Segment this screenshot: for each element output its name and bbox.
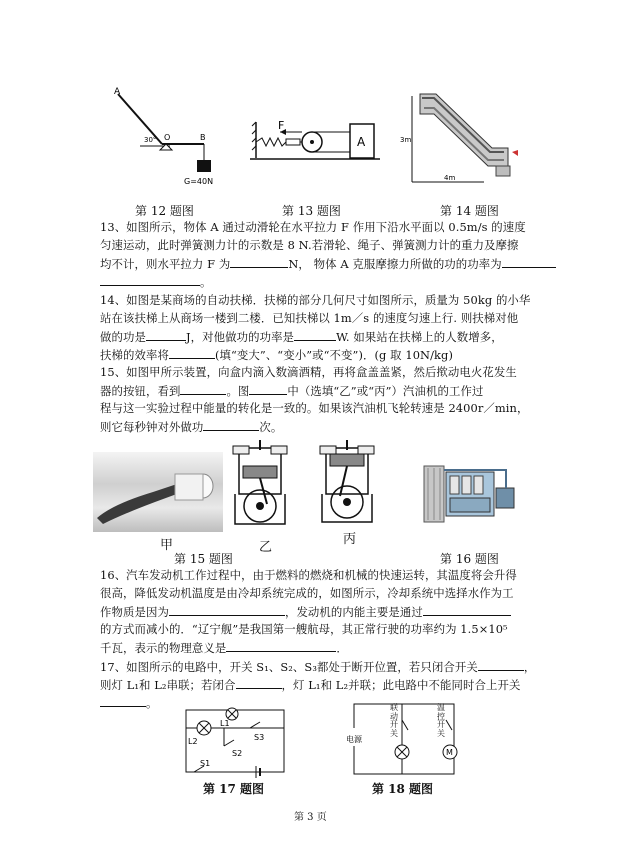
q14-text-3b: J，对他做功的功率是: [185, 330, 295, 344]
fig15-bing-engine-diagram: [312, 440, 382, 528]
fig14-escalator-diagram: [400, 86, 520, 188]
q14-line-1: 14、如图是某商场的自动扶梯．扶梯的部分几何尺寸如图所示，质量为 50kg 的小华: [100, 293, 531, 307]
q17-blank-parallel[interactable]: [236, 677, 282, 689]
q14-text-4b: (填“变大”、“变小”或“不变”)．(g 取 10N/kg): [214, 348, 453, 362]
q14-blank-efficiency[interactable]: [169, 347, 215, 359]
q16-line-2: 很高，降低发动机温度是由冷却系统完成的，如图所示，冷却系统中选择水作为工: [100, 586, 514, 600]
q17-text-2a: 则灯 L₁和 L₂串联；若闭合: [100, 678, 236, 692]
q13-text-4: 。: [200, 275, 212, 289]
q17-blank-series[interactable]: [478, 659, 524, 671]
q14-line-4: [100, 347, 453, 362]
q13-blank-force[interactable]: [230, 256, 288, 268]
q16-blank-meaning[interactable]: [226, 640, 336, 652]
fig17-caption: 第 17 题图: [203, 782, 265, 796]
q13-line-1: 13、如图所示，物体 A 通过动滑轮在水平拉力 F 作用下沿水平面以 0.5m/s 的速度: [100, 220, 526, 234]
q15-blank-phenomenon[interactable]: [180, 383, 226, 395]
fig13-caption: 第 13 题图: [282, 204, 341, 218]
q16-line-3: [100, 604, 511, 619]
q17-text-1b: ，: [523, 660, 536, 674]
q14-text-3a: 做的功是: [100, 330, 146, 344]
q14-text-3c: W. 如果站在扶梯上的人数增多，: [336, 330, 503, 344]
q15-line-2: [100, 383, 483, 398]
fig15-label-jia: 甲: [160, 538, 174, 553]
q16-blank-method[interactable]: [423, 604, 511, 616]
q15-text-2c: 中（选填“乙”或“丙”）汽油机的工作过: [287, 384, 484, 398]
q14-line-2: 站在该扶梯上从商场一楼到二楼．已知扶梯以 1m／s 的速度匀速上行. 则扶梯对他: [100, 311, 519, 325]
fig17-label-s2: S2: [232, 749, 243, 758]
fig17-label-l2: L2: [188, 737, 198, 746]
fig17-circuit-diagram: [180, 706, 290, 778]
q16-text-3a: 作物质是因为: [100, 605, 169, 619]
q13-line-3: [100, 256, 556, 271]
fig12-caption: 第 12 题图: [135, 204, 194, 218]
fig16-cooling-system-diagram: [420, 462, 520, 528]
fig12-label-a: A: [114, 87, 121, 97]
fig18-label-motor: M: [446, 748, 453, 757]
q15-text-2b: 。图: [226, 384, 250, 398]
fig12-label-angle: 30°: [144, 136, 157, 144]
fig12-lever-diagram: [100, 86, 220, 192]
fig16-caption: 第 16 题图: [440, 552, 499, 566]
fig18-label-power: 电源: [346, 735, 362, 744]
q17-line-2: [100, 677, 520, 692]
q14-line-3: [100, 329, 503, 344]
q17-text-1a: 17、如图所示的电路中，开关 S₁、S₂、S₃都处于断开位置，若只闭合开关: [100, 660, 478, 674]
q17-line-1: [100, 659, 535, 674]
q15-blank-figure[interactable]: [249, 383, 287, 395]
q13-text-3a: 均不计，则水平拉力 F 为: [100, 257, 231, 271]
q15-line-3: 程与这一实验过程中能量的转化是一致的。如果该汽油机飞轮转速是 2400r／min，: [100, 401, 529, 415]
fig17-label-s1: S1: [200, 759, 211, 768]
fig18-label-switch1: 联动开关: [390, 703, 398, 738]
fig13-label-a: A: [357, 135, 366, 149]
q16-line-5: [100, 640, 348, 655]
q16-text-5a: 千瓦，表示的物理意义是: [100, 641, 227, 655]
fig12-label-o: O: [164, 133, 171, 142]
fig18-label-switch2: 温控开关: [437, 703, 445, 738]
fig15-label-bing: 丙: [343, 532, 357, 547]
q15-line-1: 15、如图甲所示装置，向盒内滴入数滴酒精，再将盒盖盖紧，然后揿动电火花发生: [100, 365, 517, 379]
fig18-caption: 第 18 题图: [372, 782, 434, 796]
fig12-label-b: B: [200, 133, 206, 142]
q14-text-4a: 扶梯的效率将: [100, 348, 169, 362]
q16-blank-reason[interactable]: [169, 604, 285, 616]
q16-line-4: [100, 622, 508, 636]
q13-blank-power-cont[interactable]: [100, 274, 200, 286]
q16-text-5b: ．: [336, 641, 348, 655]
fig15-jia-photo: [93, 452, 223, 532]
q17-blank-forbidden[interactable]: [100, 695, 146, 707]
q17-text-2b: ，灯 L₁和 L₂并联；此电路中不能同时合上开关: [281, 678, 521, 692]
q17-text-3: 。: [146, 696, 158, 710]
q14-blank-work[interactable]: [146, 329, 186, 341]
fig14-label-length: 4m: [444, 174, 456, 182]
q13-text-3b: N， 物体 A 克服摩擦力所做的功的功率为: [288, 257, 502, 271]
q15-line-4: [100, 419, 282, 434]
page-number: 第 3 页: [294, 812, 327, 823]
q13-blank-power[interactable]: [502, 256, 556, 268]
fig15-yi-engine-diagram: [225, 440, 295, 530]
q13-line-2: 匀速运动，此时弹簧测力计的示数是 8 N.若滑轮、绳子、弹簧测力计的重力及摩擦: [100, 238, 519, 252]
fig14-label-height: 3m: [400, 136, 412, 144]
fig13-label-f: F: [278, 119, 285, 132]
q13-line-4: [100, 274, 212, 289]
fig15-label-yi: 乙: [259, 540, 273, 555]
q15-text-4b: 次。: [259, 420, 283, 434]
q15-blank-times[interactable]: [203, 419, 259, 431]
q16-line-1: 16、汽车发动机工作过程中，由于燃料的燃烧和机械的快速运转，其温度将会升得: [100, 568, 517, 582]
fig14-caption: 第 14 题图: [440, 204, 499, 218]
q15-text-4a: 则它每秒钟对外做功: [100, 420, 204, 434]
q17-line-3: [100, 695, 158, 710]
fig13-pulley-diagram: [250, 112, 380, 168]
fig17-label-s3: S3: [254, 733, 265, 742]
q15-text-2a: 器的按钮，看到: [100, 384, 181, 398]
q16-text-3b: ，发动机的内能主要是通过: [284, 605, 423, 619]
fig12-label-g: G=40N: [184, 177, 214, 186]
q14-blank-power[interactable]: [294, 329, 336, 341]
q16-text-4a: 的方式而减小的．“辽宁舰”是我国第一艘航母，其正常行驶的功率约为 1.5×10⁵: [100, 622, 508, 636]
fig15-caption: 第 15 题图: [174, 552, 233, 566]
fig17-label-l1: L1: [220, 719, 230, 728]
